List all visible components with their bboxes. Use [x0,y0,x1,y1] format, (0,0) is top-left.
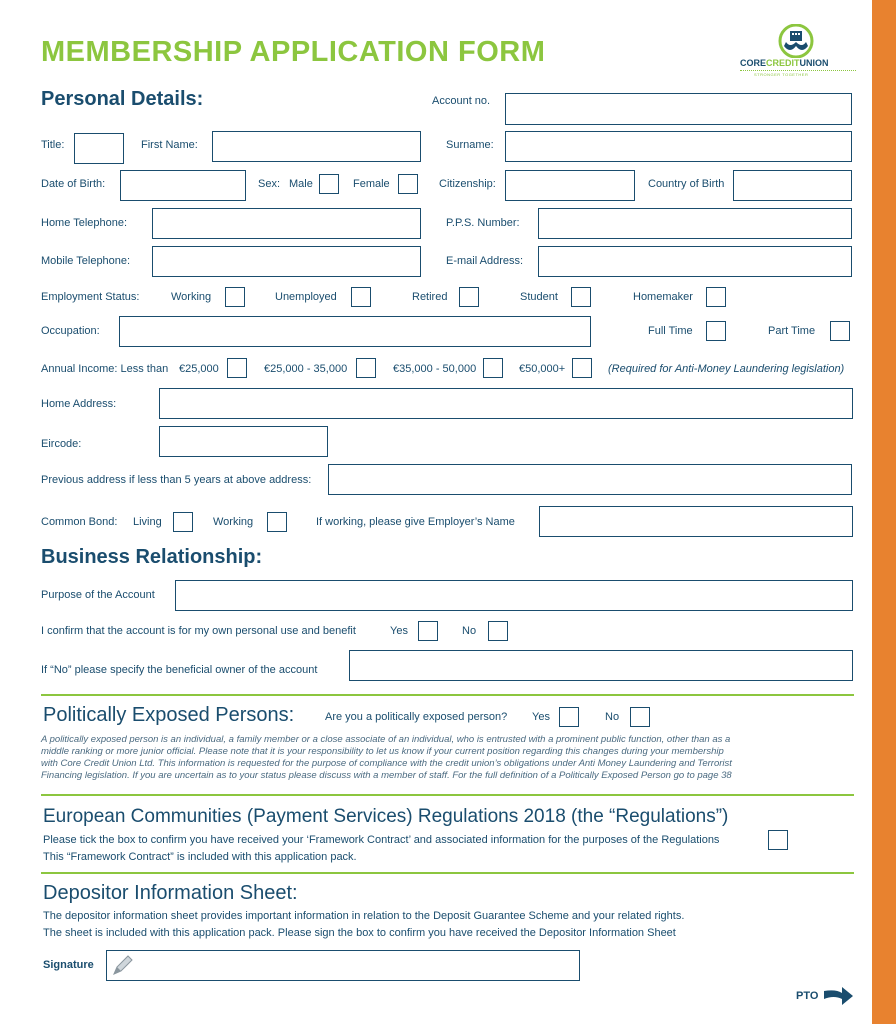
male-label: Male [289,178,313,190]
sex-label: Sex: [258,178,281,190]
personal-use-no-checkbox[interactable] [488,621,508,641]
dob-field[interactable] [120,170,246,201]
beneficial-owner-label: If “No” please specify the beneficial owner of the account [41,664,318,676]
aml-note: (Required for Anti-Money Laundering legislation) [608,363,845,375]
common-bond-living-label: Living [133,516,162,528]
citizenship-field[interactable] [505,170,635,201]
employment-working-checkbox[interactable] [225,287,245,307]
retired-label: Retired [412,291,448,303]
personal-use-no-label: No [462,625,477,637]
regulations-heading: European Communities (Payment Services) Regulations 2018 (the “Regulations”) [43,806,729,827]
section-divider [41,694,854,696]
signature-field[interactable] [106,950,580,981]
income-under-25k-label: €25,000 [179,363,219,375]
common-bond-working-checkbox[interactable] [267,512,287,532]
income-25-35k-label: €25,000 - 35,000 [264,363,348,375]
full-time-checkbox[interactable] [706,321,726,341]
occupation-field[interactable] [119,316,591,347]
depositor-info-text-1: The depositor information sheet provides important information in relation to the Deposit Guarantee Scheme and your related rights. [43,910,685,922]
pps-number-label: P.P.S. Number: [446,217,520,229]
pen-icon [111,953,135,977]
core-credit-union-logo [740,24,856,76]
full-time-label: Full Time [648,325,693,337]
homemaker-checkbox[interactable] [706,287,726,307]
country-of-birth-label: Country of Birth [648,178,725,190]
country-of-birth-field[interactable] [733,170,852,201]
part-time-label: Part Time [768,325,816,337]
retired-checkbox[interactable] [459,287,479,307]
income-35-50k-label: €35,000 - 50,000 [393,363,477,375]
income-under-25k-checkbox[interactable] [227,358,247,378]
account-no-field[interactable] [505,93,852,125]
pep-heading: Politically Exposed Persons: [43,704,295,726]
orange-side-bar [872,0,896,1024]
logo-wordmark: CORECREDITUNION [740,58,829,68]
pto-label: PTO [796,990,819,1002]
common-bond-label: Common Bond: [41,516,118,528]
common-bond-living-checkbox[interactable] [173,512,193,532]
employment-status-label: Employment Status: [41,291,140,303]
first-name-label: First Name: [141,139,198,151]
page-title: MEMBERSHIP APPLICATION FORM [41,36,546,68]
pep-yes-label: Yes [532,711,550,723]
arrow-right-icon[interactable] [822,985,854,1007]
mobile-telephone-label: Mobile Telephone: [41,255,131,267]
common-bond-working-label: Working [213,516,254,528]
part-time-checkbox[interactable] [830,321,850,341]
female-label: Female [353,178,390,190]
student-checkbox[interactable] [571,287,591,307]
framework-contract-checkbox[interactable] [768,830,788,850]
previous-address-field[interactable] [328,464,852,495]
income-over-50k-checkbox[interactable] [572,358,592,378]
income-35-50k-checkbox[interactable] [483,358,503,378]
first-name-field[interactable] [212,131,421,162]
home-address-field[interactable] [159,388,853,419]
pps-number-field[interactable] [538,208,852,239]
student-label: Student [520,291,558,303]
personal-use-yes-checkbox[interactable] [418,621,438,641]
surname-label: Surname: [446,139,494,151]
account-no-label: Account no. [432,95,491,107]
pep-question: Are you a politically exposed person? [325,711,508,723]
email-label: E-mail Address: [446,255,524,267]
eircode-label: Eircode: [41,438,82,450]
framework-contract-included-text: This “Framework Contract” is included with this application pack. [43,851,357,863]
annual-income-label: Annual Income: Less than [41,363,169,375]
mobile-telephone-field[interactable] [152,246,421,277]
dob-label: Date of Birth: [41,178,106,190]
pep-description: A politically exposed person is an individual, a family member or a close associate of an individual, who is entrusted with a prominent public function, other than as a middle ranking or more junior official. Please note that it is your responsibility to let us know if your current position regarding this changes during your membership with Core Credit Union Ltd. This information is requested for the purpose of compliance with the credit union’s obligations under Anti Money Laundering and Terrorist Financing legislation. If you are uncertain as to your status please discuss with a member of staff. For the full definition of a Politically Exposed Person go to page 38 [41,734,732,781]
framework-contract-text: Please tick the box to confirm you have received your ‘Framework Contract’ and associated information for the purposes of the Regulations [43,834,720,846]
home-telephone-field[interactable] [152,208,421,239]
signature-label: Signature [43,959,94,971]
purpose-label: Purpose of the Account [41,589,155,601]
citizenship-label: Citizenship: [439,178,496,190]
female-checkbox[interactable] [398,174,418,194]
income-25-35k-checkbox[interactable] [356,358,376,378]
home-telephone-label: Home Telephone: [41,217,128,229]
personal-use-confirm-label: I confirm that the account is for my own personal use and benefit [41,625,356,637]
income-over-50k-label: €50,000+ [519,363,566,375]
section-divider [41,872,854,874]
personal-details-heading: Personal Details: [41,88,204,110]
email-field[interactable] [538,246,852,277]
unemployed-label: Unemployed [275,291,337,303]
male-checkbox[interactable] [319,174,339,194]
previous-address-label: Previous address if less than 5 years at above address: [41,474,312,486]
purpose-field[interactable] [175,580,853,611]
home-address-label: Home Address: [41,398,117,410]
logo-hands-icon [740,24,856,58]
employer-name-label: If working, please give Employer’s Name [316,516,515,528]
surname-field[interactable] [505,131,852,162]
title-field[interactable] [74,133,124,164]
title-label: Title: [41,139,65,151]
unemployed-checkbox[interactable] [351,287,371,307]
beneficial-owner-field[interactable] [349,650,853,681]
personal-use-yes-label: Yes [390,625,408,637]
employment-working-label: Working [171,291,212,303]
pep-yes-checkbox[interactable] [559,707,579,727]
pep-no-label: No [605,711,620,723]
depositor-info-text-2: The sheet is included with this application pack. Please sign the box to confirm you have received the Depositor Information Sheet [43,927,676,939]
business-relationship-heading: Business Relationship: [41,546,263,568]
section-divider [41,794,854,796]
employer-name-field[interactable] [539,506,853,537]
eircode-field[interactable] [159,426,328,457]
occupation-label: Occupation: [41,325,100,337]
pep-no-checkbox[interactable] [630,707,650,727]
homemaker-label: Homemaker [633,291,693,303]
logo-tagline: STRONGER TOGETHER [740,70,856,73]
depositor-info-heading: Depositor Information Sheet: [43,882,298,904]
